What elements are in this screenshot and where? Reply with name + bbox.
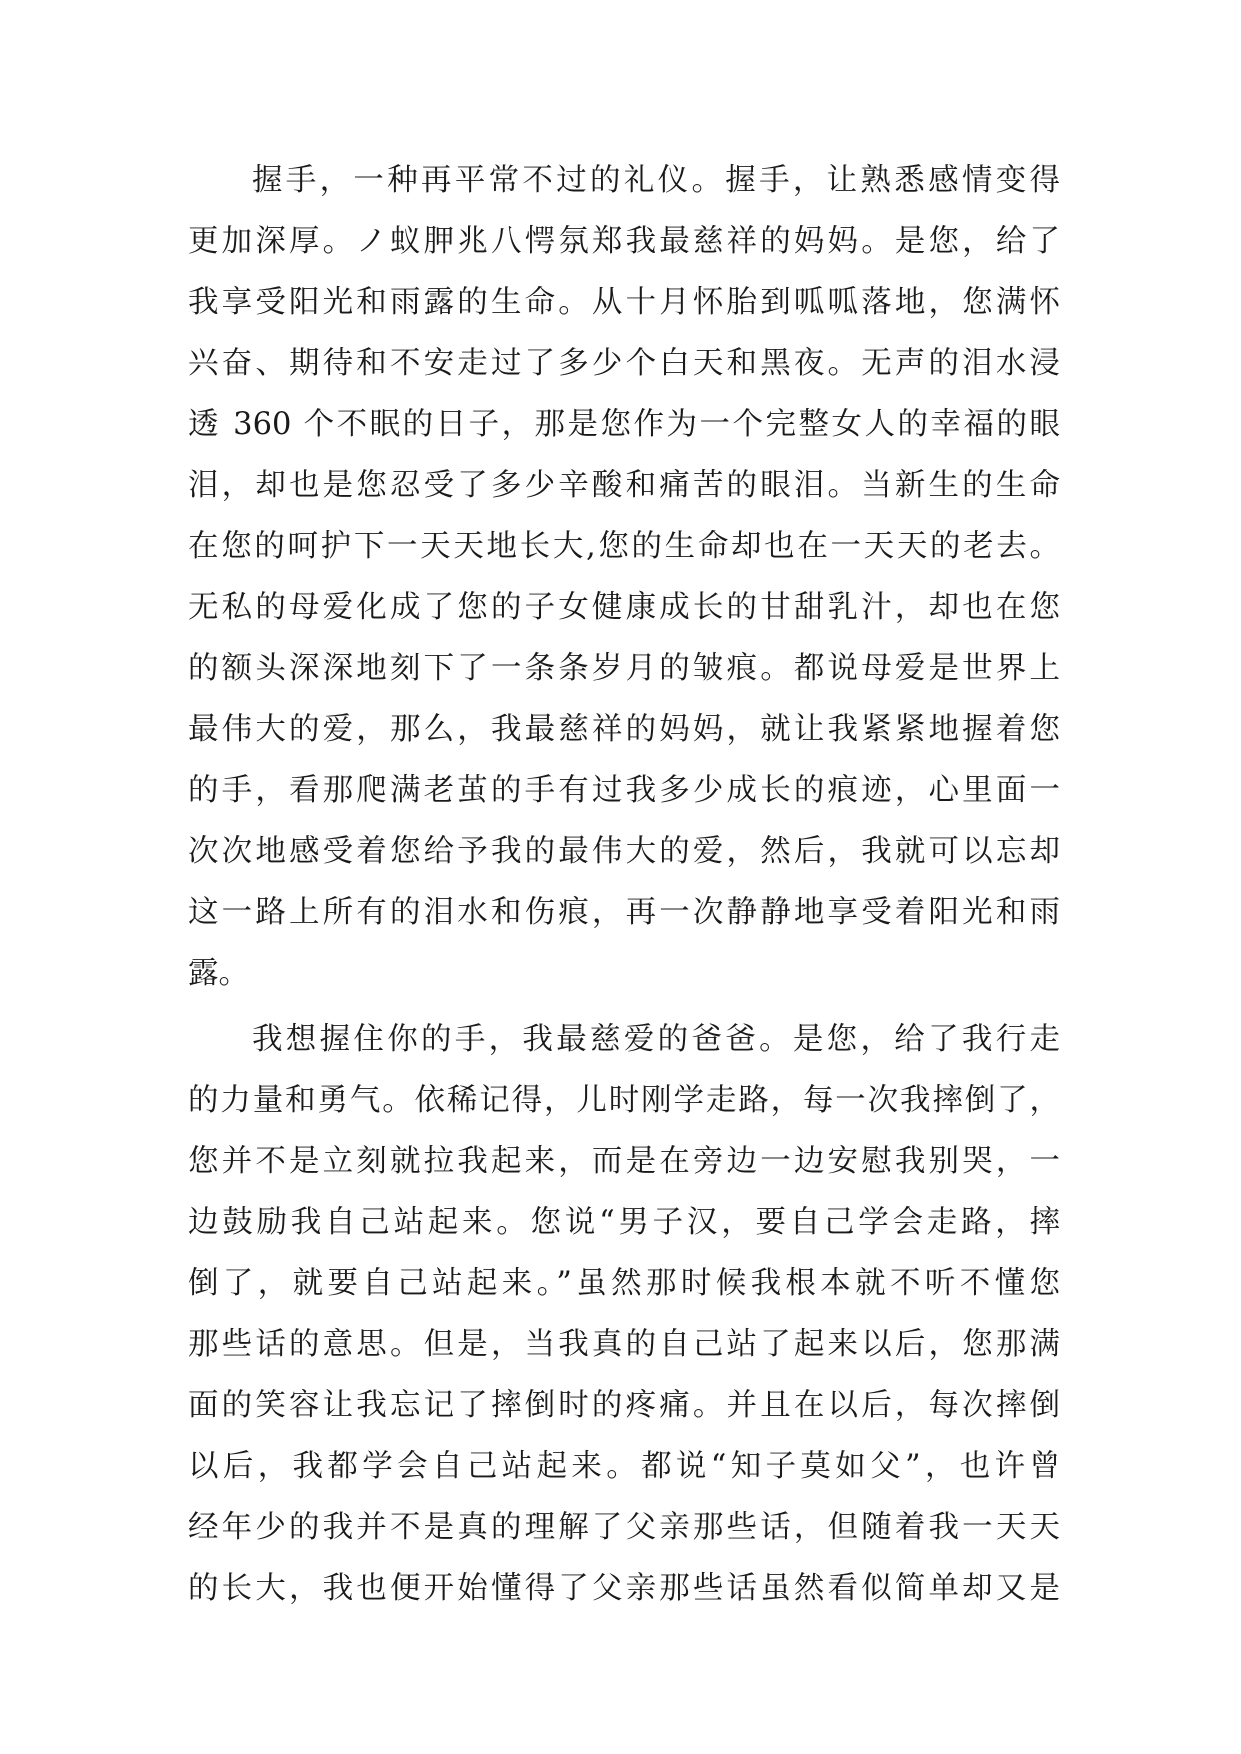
text-line: 以后，我都学会自己站起来。都说“知子莫如父”，也许曾	[188, 1449, 1060, 1484]
text-line: 无私的母爱化成了您的子女健康成长的甘甜乳汁，却也在您	[188, 590, 1060, 625]
text-line: 边鼓励我自己站起来。您说“男子汉，要自己学会走路，摔	[188, 1205, 1060, 1240]
text-line: 的长大，我也便开始懂得了父亲那些话虽然看似简单却又是	[188, 1571, 1060, 1606]
text-line: 透 360 个不眠的日子，那是您作为一个完整女人的幸福的眼	[188, 407, 1060, 442]
text-line: 的力量和勇气。依稀记得，儿时刚学走路，每一次我摔倒了，	[188, 1083, 1060, 1118]
text-line: 的手，看那爬满老茧的手有过我多少成长的痕迹，心里面一	[188, 773, 1060, 808]
paragraph-mother	[188, 150, 1060, 1004]
text-line: 那些话的意思。但是，当我真的自己站了起来以后，您那满	[188, 1327, 1060, 1362]
text-line: 我想握住你的手，我最慈爱的爸爸。是您，给了我行走	[252, 1022, 1060, 1057]
text-line: 最伟大的爱，那么，我最慈祥的妈妈，就让我紧紧地握着您	[188, 712, 1060, 747]
text-line: 握手，一种再平常不过的礼仪。握手，让熟悉感情变得	[252, 163, 1060, 198]
text-line: 兴奋、期待和不安走过了多少个白天和黑夜。无声的泪水浸	[188, 346, 1060, 381]
text-line: 更加深厚。ノ蚁胛兆八愕氛郑我最慈祥的妈妈。是您，给了	[188, 224, 1060, 259]
text-line: 倒了，就要自己站起来。”虽然那时候我根本就不听不懂您	[188, 1266, 1060, 1301]
text-line: 露。	[188, 956, 249, 991]
text-line: 我享受阳光和雨露的生命。从十月怀胎到呱呱落地，您满怀	[188, 285, 1060, 320]
text-line: 在您的呵护下一天天地长大,您的生命却也在一天天的老去。	[188, 529, 1060, 564]
paragraph-father	[188, 1009, 1060, 1619]
text-line: 面的笑容让我忘记了摔倒时的疼痛。并且在以后，每次摔倒	[188, 1388, 1060, 1423]
text-line: 经年少的我并不是真的理解了父亲那些话，但随着我一天天	[188, 1510, 1060, 1545]
text-line: 您并不是立刻就拉我起来，而是在旁边一边安慰我别哭，一	[188, 1144, 1060, 1179]
text-line: 的额头深深地刻下了一条条岁月的皱痕。都说母爱是世界上	[188, 651, 1060, 686]
text-line: 次次地感受着您给予我的最伟大的爱，然后，我就可以忘却	[188, 834, 1060, 869]
text-line: 泪，却也是您忍受了多少辛酸和痛苦的眼泪。当新生的生命	[188, 468, 1060, 503]
body-text	[188, 150, 1060, 1619]
text-line: 这一路上所有的泪水和伤痕，再一次静静地享受着阳光和雨	[188, 895, 1060, 930]
